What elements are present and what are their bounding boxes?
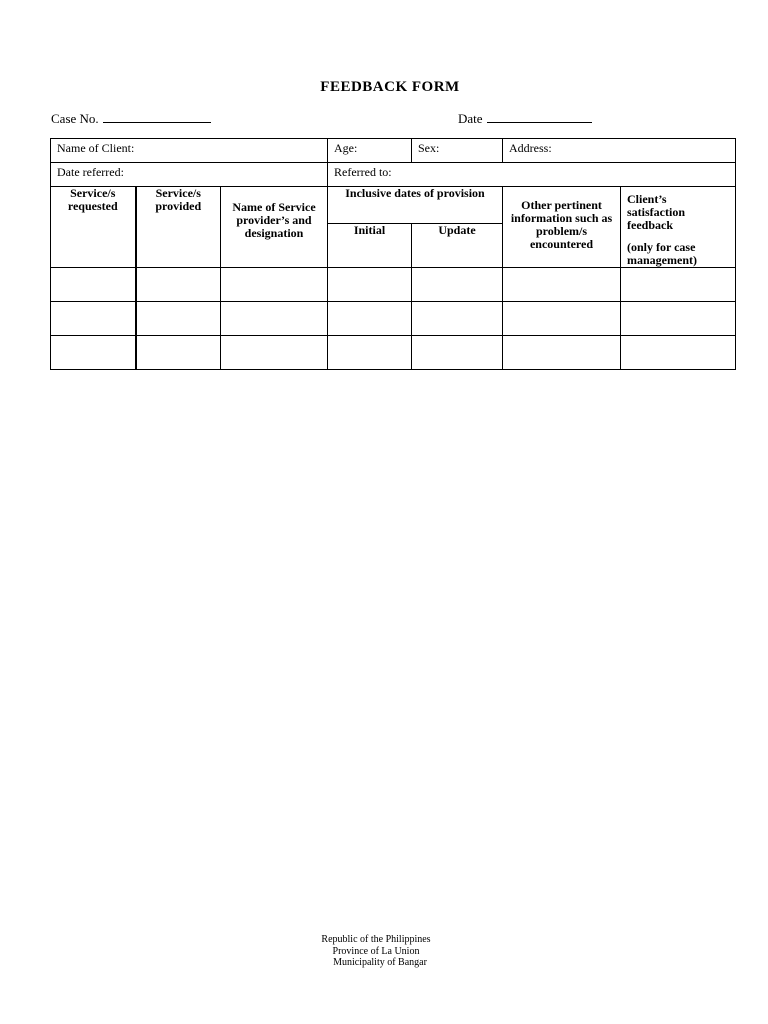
table-cell[interactable] (412, 336, 503, 370)
case-no-field (51, 110, 211, 127)
feedback-table (50, 138, 736, 370)
table-cell[interactable] (221, 302, 328, 336)
header-other-info (503, 187, 621, 268)
date-referred-cell[interactable]: Date referred: (51, 163, 328, 187)
table-row (51, 302, 736, 336)
header-other-info-text: Other pertinent information such as problem/s encountered (510, 198, 613, 251)
header-provider-name (221, 187, 328, 268)
header-inclusive-dates-text: Inclusive dates of provision (345, 186, 485, 200)
table-cell[interactable] (621, 268, 736, 302)
referred-to-cell[interactable]: Referred to: (328, 163, 736, 187)
header-provider-name-text: Name of Service provider’s and designation (232, 200, 316, 240)
header-satisfaction-note: (only for case management) (627, 240, 697, 267)
header-inclusive-dates (328, 187, 503, 224)
header-update: Update (412, 224, 503, 268)
header-initial: Initial (328, 224, 412, 268)
table-cell[interactable] (51, 268, 136, 302)
case-no-label: Case No. (51, 111, 99, 126)
table-cell[interactable] (503, 336, 621, 370)
age-cell[interactable]: Age: (328, 139, 412, 163)
header-satisfaction-text: Client’s satisfaction feedback (627, 192, 685, 232)
form-title: FEEDBACK FORM (320, 79, 460, 95)
table-cell[interactable] (412, 268, 503, 302)
case-no-blank[interactable] (103, 110, 211, 123)
name-of-client-cell[interactable]: Name of Client: (51, 139, 328, 163)
header-services-requested-text: Service/s requested (67, 186, 118, 213)
table-cell[interactable] (328, 268, 412, 302)
footer-line-province: Province of La Union (332, 945, 420, 957)
footer-address (0, 934, 752, 969)
table-cell[interactable] (51, 336, 136, 370)
table-cell[interactable] (51, 302, 136, 336)
header-services-provided-text: Service/s provided (155, 186, 202, 213)
table-row (51, 268, 736, 302)
table-cell[interactable] (503, 268, 621, 302)
sex-cell[interactable]: Sex: (412, 139, 503, 163)
table-cell[interactable] (621, 302, 736, 336)
table-cell[interactable] (136, 268, 221, 302)
table-cell[interactable] (621, 336, 736, 370)
table-cell[interactable] (221, 336, 328, 370)
header-satisfaction (621, 187, 736, 268)
table-row (51, 336, 736, 370)
date-label: Date (458, 111, 483, 126)
address-cell[interactable]: Address: (503, 139, 736, 163)
date-field (458, 110, 592, 127)
table-cell[interactable] (136, 302, 221, 336)
header-services-provided (136, 187, 221, 268)
header-services-requested (51, 187, 136, 268)
table-cell[interactable] (328, 302, 412, 336)
table-cell[interactable] (412, 302, 503, 336)
footer-line-municipality: Municipality of Bangar (333, 957, 427, 968)
table-cell[interactable] (503, 302, 621, 336)
date-blank[interactable] (487, 110, 592, 123)
table-cell[interactable] (136, 336, 221, 370)
table-cell[interactable] (221, 268, 328, 302)
footer-line-republic: Republic of the Philippines (321, 934, 431, 945)
table-cell[interactable] (328, 336, 412, 370)
